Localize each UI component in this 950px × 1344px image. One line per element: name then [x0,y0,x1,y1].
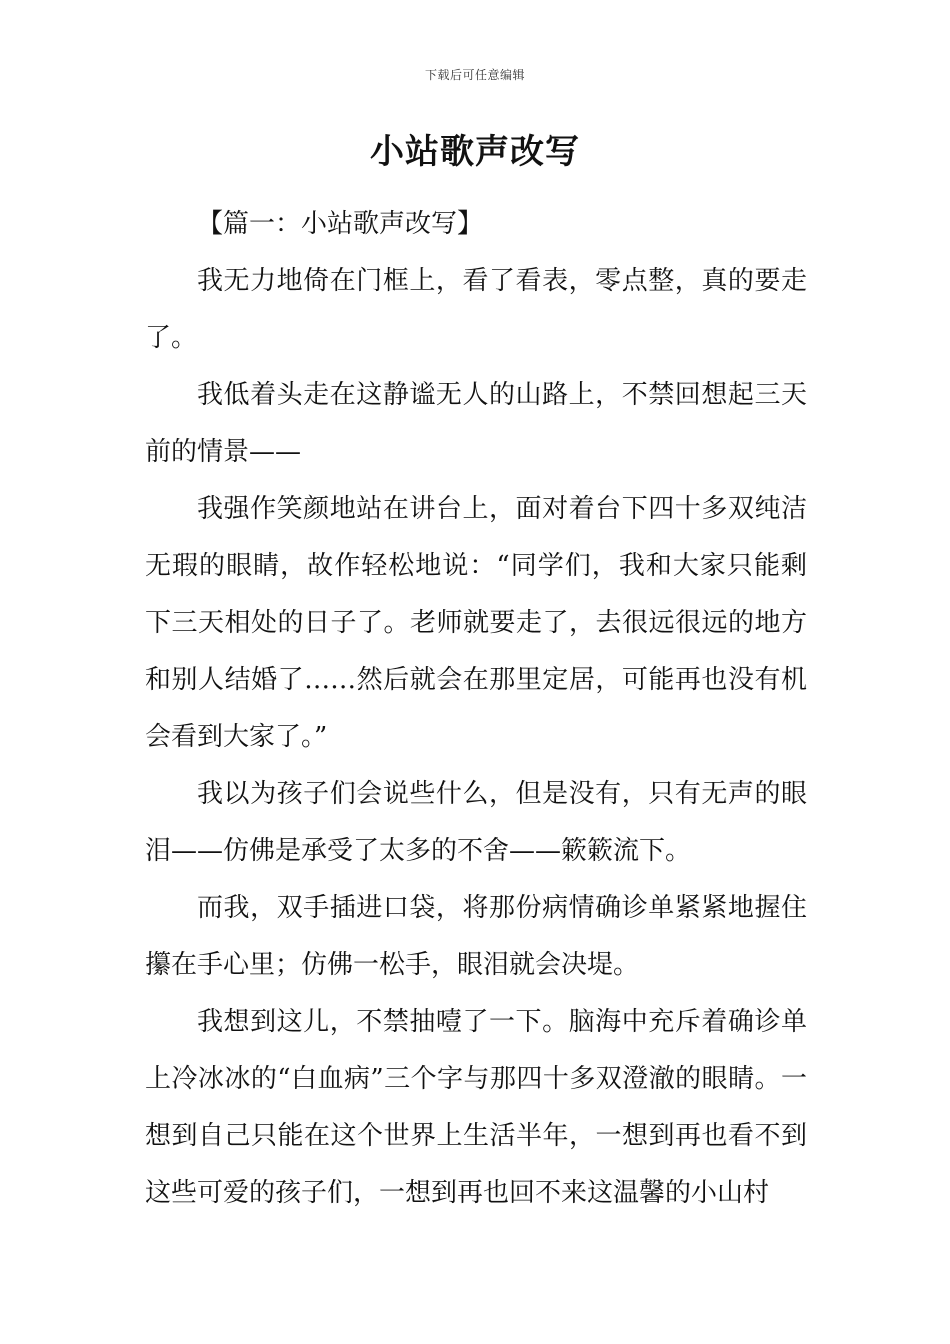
document-body [145,196,807,1222]
document-title: 小站歌声改写 [370,132,580,172]
header-note: 下载后可任意编辑 [424,68,525,82]
paragraph: 我低着头走在这静谧无人的山路上，不禁回想起三天前的情景—— [145,380,807,467]
paragraph: 我强作笑颜地站在讲台上，面对着台下四十多双纯洁无瑕的眼睛，故作轻松地说：“同学们，我和大家只能剩下三天相处的日子了。老师就要走了，去很远很远的地方和别人结婚了……然后就会在那里定居，可能再也没有机会看到大家了。” [145,494,807,752]
paragraph: 我以为孩子们会说些什么，但是没有，只有无声的眼泪——仿佛是承受了太多的不舍——簌簌流下。 [145,779,807,866]
paragraph: 而我，双手插进口袋，将那份病情确诊单紧紧地握住攥在手心里；仿佛一松手，眼泪就会决堤。 [145,893,807,980]
paragraph: 我无力地倚在门框上，看了看表，零点整，真的要走了。 [145,266,807,353]
section-heading: 【篇一：小站歌声改写】 [197,209,484,239]
paragraph: 我想到这儿，不禁抽噎了一下。脑海中充斥着确诊单上冷冰冰的“白血病”三个字与那四十多双澄澈的眼睛。一想到自己只能在这个世界上生活半年，一想到再也看不到这些可爱的孩子们，一想到再也回不来这温馨的小山村 [145,1007,807,1208]
